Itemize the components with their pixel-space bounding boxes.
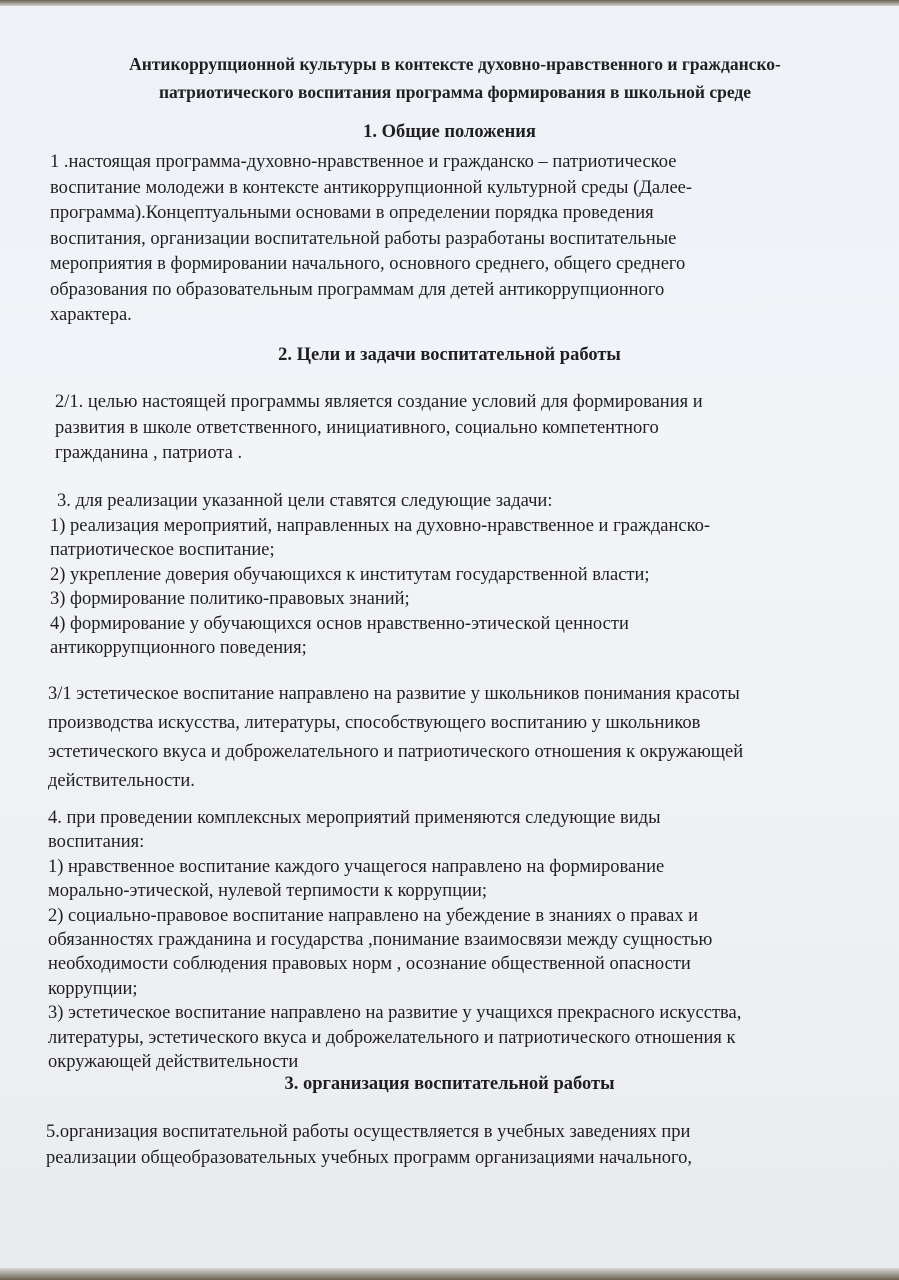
type-item: 2) социально-правовое воспитание направлено на убеждение в знаниях о правах и — [48, 905, 699, 926]
text-line: обязанностях гражданина и государства ,понимание взаимосвязи между сущностью — [48, 930, 713, 951]
paragraph-4-types — [48, 806, 741, 1074]
text-line: 4. при проведении комплексных мероприятий применяются следующие виды — [48, 808, 661, 828]
text-line: 3. для реализации указанной цели ставятся следующие задачи: — [57, 491, 553, 511]
text-line: коррупции; — [48, 978, 138, 999]
text-line: 5.организация воспитательной работы осуществляется в учебных заведениях при — [46, 1122, 691, 1142]
text-line: производства искусства, литературы, способствующего воспитанию у школьников — [48, 713, 701, 733]
text-line: мероприятия в формировании начального, основного среднего, общего среднего — [50, 254, 686, 274]
text-line: образования по образовательным программам для детей антикоррупционного — [50, 279, 665, 300]
task-item: 2) укрепление доверия обучающихся к институтам государственной власти; — [50, 564, 650, 585]
text-line: гражданина , патриота . — [55, 443, 243, 463]
section-heading-organization: 3. организация воспитательной работы — [284, 1074, 615, 1094]
text-line: 3/1 эстетическое воспитание направлено на развитие у школьников понимания красоты — [48, 684, 740, 704]
text-line: воспитания: — [48, 832, 145, 853]
paragraph-3-tasks — [50, 489, 710, 661]
type-item: 1) нравственное воспитание каждого учащегося направлено на формирование — [48, 856, 665, 877]
text-line: действительности. — [48, 771, 195, 791]
document-title — [40, 50, 870, 106]
text-line: программа).Концептуальными основами в определении порядка проведения — [50, 203, 654, 223]
type-item: 3) эстетическое воспитание направлено на развитие у учащихся прекрасного искусства, — [48, 1003, 742, 1024]
text-line: морально-этической, нулевой терпимости к коррупции; — [48, 881, 488, 902]
section-heading-goals: 2. Цели и задачи воспитательной работы — [278, 345, 621, 365]
section-heading-general: 1. Общие положения — [363, 122, 536, 142]
paragraph-2-1 — [55, 390, 703, 467]
text-line: 2/1. целью настоящей программы является создание условий для формирования и — [55, 392, 703, 412]
text-line: воспитание молодежи в контексте антикоррупционной культурной среды (Далее- — [50, 177, 693, 198]
task-item: 4) формирование у обучающихся основ нравственно-этической ценности — [50, 613, 629, 634]
title-line: патриотического воспитания программа формирования в школьной среде — [158, 82, 752, 102]
page-bottom-edge — [0, 1268, 899, 1280]
text-line: литературы, эстетического вкуса и доброжелательного и патриотического отношения к — [48, 1027, 736, 1048]
paragraph-1 — [50, 150, 692, 329]
paragraph-5 — [46, 1119, 692, 1171]
title-line: Антикоррупционной культуры в контексте духовно-нравственного и гражданско- — [129, 54, 781, 74]
task-item: 3) формирование политико-правовых знаний; — [50, 589, 410, 609]
text-line: развития в школе ответственного, инициативного, социально компетентного — [55, 417, 659, 438]
text-line: реализации общеобразовательных учебных программ организациями начального, — [46, 1148, 693, 1168]
page-top-edge — [0, 0, 899, 6]
text-line: 1 .настоящая программа-духовно-нравственное и гражданско – патриотическое — [50, 152, 677, 172]
text-line: эстетического вкуса и доброжелательного и патриотического отношения к окружающей — [48, 742, 744, 762]
text-line: воспитания, организации воспитательной работы разработаны воспитательные — [50, 228, 677, 249]
text-line: характера. — [50, 305, 132, 325]
text-line: окружающей действительности — [48, 1052, 299, 1073]
task-item: 1) реализация мероприятий, направленных на духовно-нравственное и гражданско- — [50, 515, 711, 536]
text-line: патриотическое воспитание; — [50, 540, 275, 560]
text-line: антикоррупционного поведения; — [50, 638, 307, 658]
paragraph-3-1 — [48, 680, 743, 796]
text-line: необходимости соблюдения правовых норм , осознание общественной опасности — [48, 954, 691, 975]
